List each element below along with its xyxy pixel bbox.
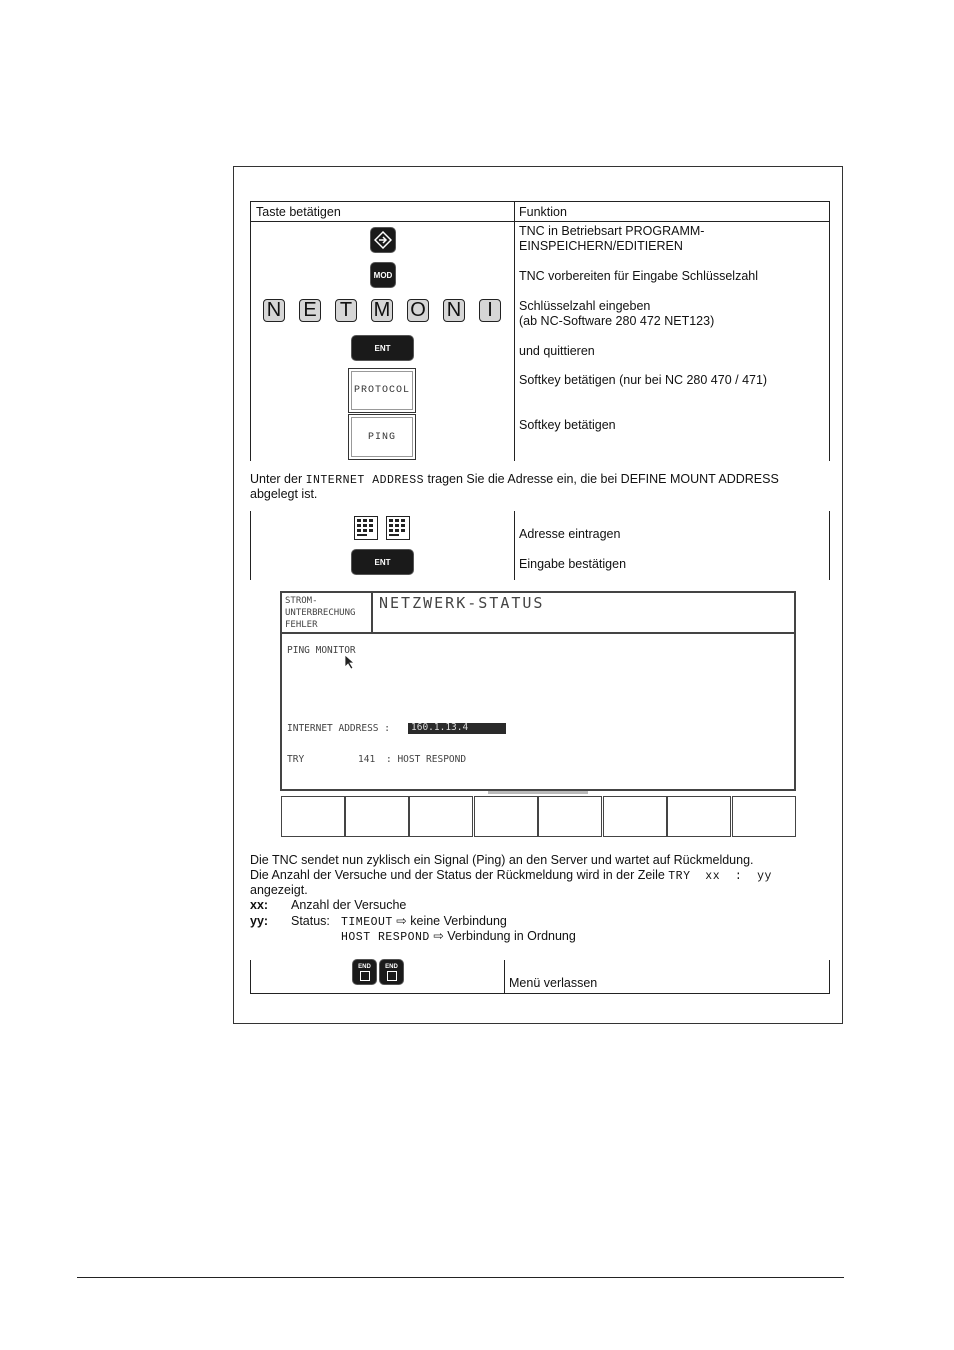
end-key-2-label: END: [385, 963, 398, 970]
table1-left-border: [250, 201, 251, 461]
try-count: 141: [358, 754, 376, 765]
yy-status-label: Status:: [291, 914, 330, 928]
end-key-2-square-icon: [387, 971, 397, 981]
para2-line1: Die TNC sendet nun zyklisch ein Signal (Ping) an den Server und wartet auf Rückmeldung.: [250, 853, 754, 867]
table2-row1-function: Adresse eintragen: [519, 527, 621, 541]
yy-label: yy:: [250, 914, 269, 928]
row5-function-text: Softkey betätigen: [519, 373, 616, 387]
para1-line1: [250, 472, 779, 488]
screen-scroll-indicator: [488, 791, 588, 794]
table2-right-border: [829, 511, 830, 580]
softkey-slot-8[interactable]: [732, 796, 796, 837]
softkey-slot-6[interactable]: [603, 796, 667, 837]
end-key-1-square-icon: [360, 971, 370, 981]
numeric-keypad-icon-2: [386, 516, 410, 540]
table2-row2-function: Eingabe bestätigen: [519, 557, 627, 571]
softkey-slot-5[interactable]: [538, 796, 602, 837]
para1-pre: Unter der: [250, 472, 306, 486]
table1-header-function: Funktion: [519, 205, 567, 219]
screen-header-split: [371, 593, 373, 633]
xx-text: Anzahl der Versuche: [291, 898, 407, 912]
para2-line3: angezeigt.: [250, 883, 308, 897]
row3-function-line2: (ab NC-Software 280 472 NET123): [519, 314, 715, 328]
letter-key-m: M: [371, 299, 393, 322]
try-status: : HOST RESPOND: [386, 754, 467, 765]
footer-rule: [77, 1277, 844, 1278]
letter-key-i: I: [479, 299, 501, 322]
para1-line2: abgelegt ist.: [250, 487, 318, 501]
mod-key: MOD: [371, 263, 395, 287]
table3-left-border: [250, 960, 251, 993]
end-key-2: [380, 960, 403, 984]
softkey-slot-2[interactable]: [345, 796, 409, 837]
para2-line2: [250, 868, 772, 884]
keypad-grid-icon: [355, 517, 376, 538]
mode-line3: FEHLER: [285, 620, 318, 630]
mode-line2: UNTERBRECHUNG: [285, 608, 356, 618]
internet-address-value: 160.1.13.4: [411, 722, 469, 733]
host-respond-text: ⇨ Verbindung in Ordnung: [433, 929, 576, 943]
table3-middle-border: [504, 960, 505, 993]
host-respond-code: HOST RESPOND: [341, 931, 430, 944]
letter-key-o: O: [407, 299, 429, 322]
letter-key-e: E: [299, 299, 321, 322]
row5-function: [519, 373, 767, 388]
para1-post: tragen Sie die Adresse ein, die bei DEFINE MOUNT ADDRESS: [424, 472, 779, 486]
timeout-code: TIMEOUT: [341, 916, 393, 929]
letter-key-n2: N: [443, 299, 465, 322]
end-key-1: [353, 960, 376, 984]
table2-middle-border: [514, 511, 515, 580]
ent-key-2: ENT: [352, 550, 413, 574]
keypad-grid-icon-2: [387, 517, 408, 538]
mouse-cursor-icon: [344, 654, 356, 670]
host-respond-line: [341, 929, 576, 945]
table1-right-border: [829, 201, 830, 461]
ping-softkey: PING: [348, 414, 416, 460]
protocol-softkey: PROTOCOL: [348, 368, 416, 413]
try-label: TRY: [287, 754, 305, 765]
screen-header-divider: [282, 632, 794, 634]
softkey-slot-4[interactable]: [474, 796, 538, 837]
table1-middle-border: [514, 201, 515, 461]
internet-address-input[interactable]: [408, 723, 506, 734]
softkey-slot-7[interactable]: [667, 796, 731, 837]
row4-function: und quittieren: [519, 344, 595, 358]
letter-key-n: N: [263, 299, 285, 322]
softkey-slot-3[interactable]: [409, 796, 473, 837]
table1-header-key: Taste betätigen: [256, 205, 341, 219]
row5-function-note: (nur bei NC 280 470 / 471): [619, 373, 768, 387]
timeout-line: [341, 914, 507, 930]
para2-line2-code: TRY xx : yy: [668, 870, 772, 883]
timeout-text: ⇨ keine Verbindung: [396, 914, 507, 928]
softkey-slot-1[interactable]: [281, 796, 345, 837]
row1-function: TNC in Betriebsart PROGRAMM-: [519, 224, 705, 238]
table1-header-border: [250, 221, 830, 222]
row1-function-line2: EINSPEICHERN/EDITIEREN: [519, 239, 683, 253]
ping-monitor-label: PING MONITOR: [287, 645, 356, 656]
end-key-1-label: END: [358, 963, 371, 970]
program-edit-icon: [374, 231, 392, 249]
para1-code: INTERNET ADDRESS: [305, 474, 425, 487]
table3-right-border: [829, 960, 830, 993]
screen-title: NETZWERK-STATUS: [379, 594, 545, 612]
row6-function: Softkey betätigen: [519, 418, 616, 432]
row3-function: Schlüsselzahl eingeben: [519, 299, 651, 313]
program-edit-key: [371, 228, 395, 252]
row2-function: TNC vorbereiten für Eingabe Schlüsselzahl: [519, 269, 759, 283]
xx-label: xx:: [250, 898, 269, 912]
letter-key-t: T: [335, 299, 357, 322]
mode-line1: STROM-: [285, 596, 318, 606]
table3-function: Menü verlassen: [509, 976, 598, 990]
para2-line2-text: Die Anzahl der Versuche und der Status der Rückmeldung wird in der Zeile: [250, 868, 669, 882]
internet-address-label: INTERNET ADDRESS :: [287, 723, 390, 734]
table2-left-border: [250, 511, 251, 580]
numeric-keypad-icon: [354, 516, 378, 540]
ent-key: ENT: [352, 336, 413, 360]
table3-bottom-border: [250, 993, 830, 994]
table1-top-border: [250, 201, 830, 202]
